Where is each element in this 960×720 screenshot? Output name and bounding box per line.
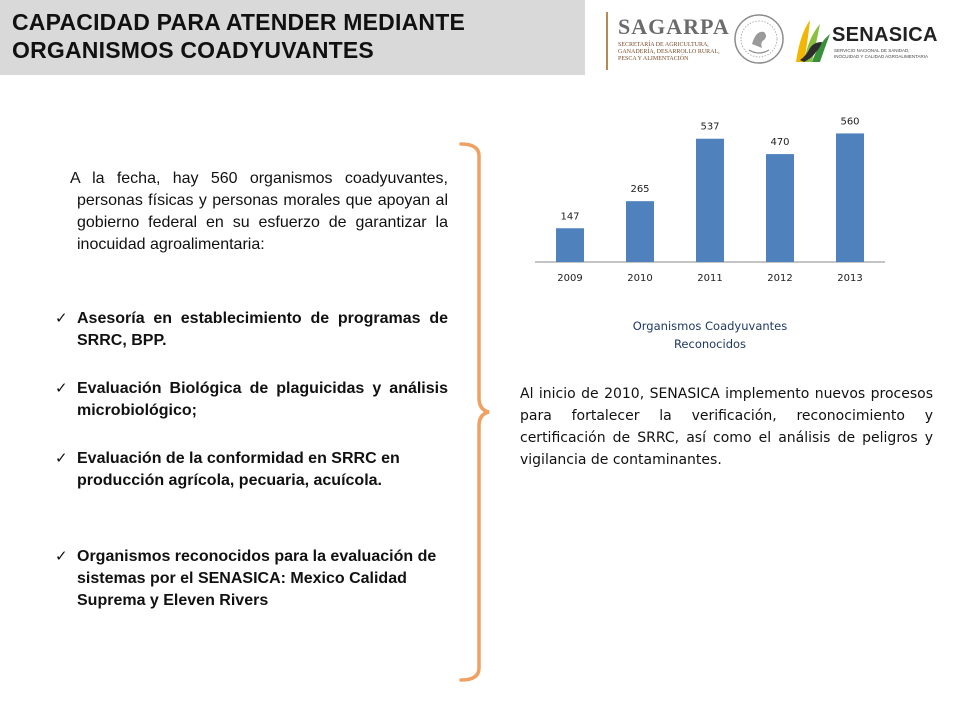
title-line-2: ORGANISMOS COADYUVANTES bbox=[12, 37, 374, 63]
x-axis-title: Reconocidos bbox=[673, 337, 747, 350]
bar-2013 bbox=[836, 133, 864, 262]
title-line-1: CAPACIDAD PARA ATENDER MEDIANTE bbox=[12, 9, 465, 35]
sagarpa-subtitle: SECRETARÍA DE AGRICULTURA, GANADERÍA, DESARROLLO RURAL, PESCA Y ALIMENTACIÓN bbox=[618, 42, 720, 62]
bullet-text: Evaluación de la conformidad en SRRC en producción agrícola, pecuaria, acuícola. bbox=[77, 450, 400, 489]
bar-2010 bbox=[626, 201, 654, 262]
data-label: 560 bbox=[840, 116, 860, 128]
x-tick-label: 2013 bbox=[837, 273, 863, 284]
title-banner bbox=[0, 0, 585, 75]
checkmark-icon: ✓ bbox=[55, 450, 68, 467]
data-label: 470 bbox=[770, 137, 790, 149]
bullet-text: Asesoría en establecimiento de programas de SRRC, BPP. bbox=[77, 310, 448, 349]
bar-chart bbox=[520, 110, 900, 350]
right-paragraph: Al inicio de 2010, SENASICA implemento nuevos procesos para fortalecer la verificación, reconocimiento y certificación de SRRC, así como el análisis de peligros y vigilancia de contaminantes. bbox=[520, 386, 933, 468]
bullet-text: Organismos reconocidos para la evaluación de sistemas por el SENASICA: Mexico Calidad Suprema y Eleven Rivers bbox=[77, 548, 437, 609]
bullet-text: Evaluación Biológica de plaguicidas y análisis microbiológico; bbox=[77, 380, 448, 419]
bar-2009 bbox=[556, 228, 584, 262]
checkmark-icon: ✓ bbox=[55, 310, 68, 327]
senasica-subtitle: SERVICIO NACIONAL DE SANIDAD, INOCUIDAD Y CALIDAD AGROALIMENTARIA bbox=[834, 48, 929, 59]
data-label: 537 bbox=[700, 121, 720, 133]
x-tick-label: 2010 bbox=[627, 273, 653, 284]
data-label: 147 bbox=[560, 211, 580, 223]
bar-2011 bbox=[696, 139, 724, 262]
senasica-logo: SENASICA bbox=[832, 24, 938, 46]
checkmark-icon: ✓ bbox=[55, 380, 68, 397]
mexico-seal-icon bbox=[734, 10, 784, 68]
intro-paragraph: A la fecha, hay 560 organismos coadyuvantes, personas físicas y personas morales que apoyan al gobierno federal en su esfuerzo de garantizar la inocuidad agroalimentaria: bbox=[70, 170, 448, 253]
senasica-emblem-icon bbox=[790, 14, 832, 66]
page-title bbox=[12, 8, 582, 64]
logo-divider bbox=[606, 12, 608, 70]
x-tick-label: 2011 bbox=[697, 273, 723, 284]
x-tick-label: 2009 bbox=[557, 273, 583, 284]
header-logos bbox=[600, 10, 945, 72]
x-axis-title: Organismos Coadyuvantes bbox=[632, 319, 788, 333]
right-brace bbox=[455, 140, 495, 685]
checkmark-icon: ✓ bbox=[55, 548, 68, 565]
bar-2012 bbox=[766, 154, 794, 262]
x-tick-label: 2012 bbox=[767, 273, 793, 284]
data-label: 265 bbox=[630, 184, 650, 196]
sagarpa-logo: SAGARPA bbox=[618, 14, 730, 39]
